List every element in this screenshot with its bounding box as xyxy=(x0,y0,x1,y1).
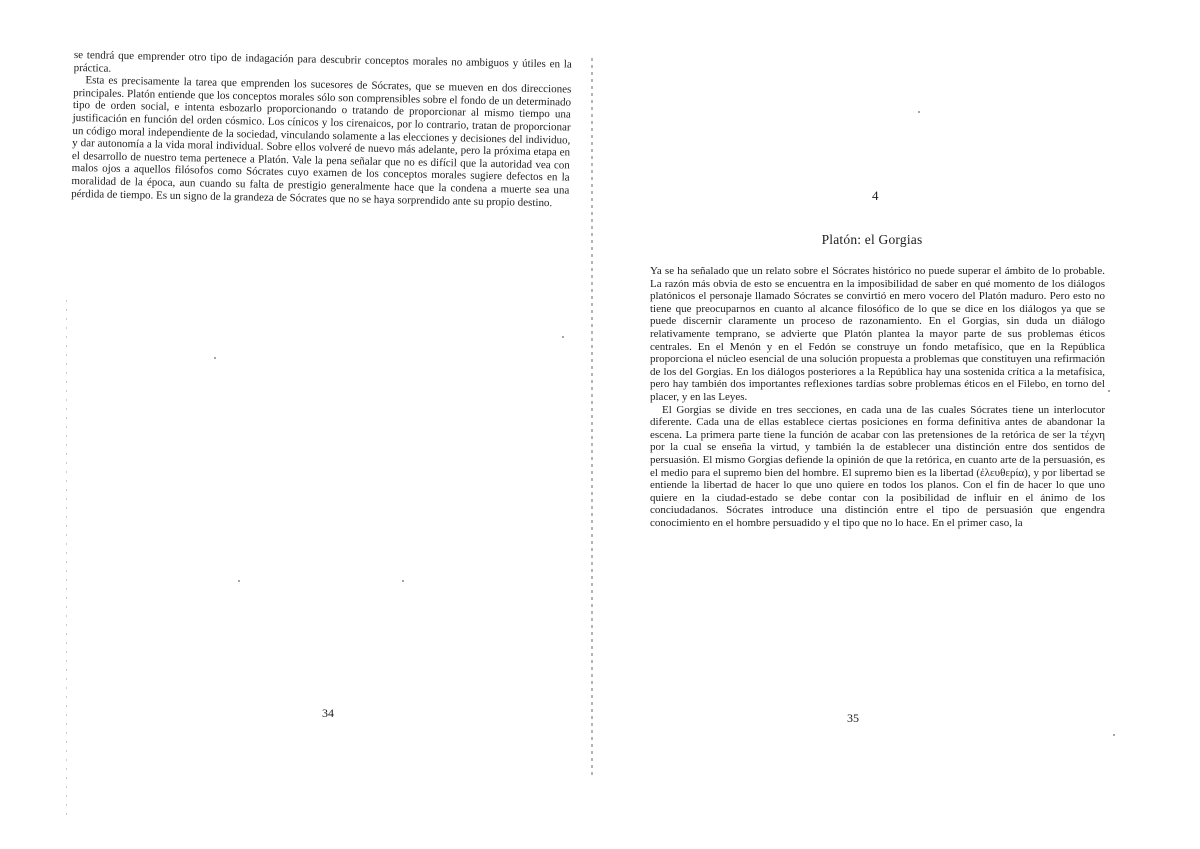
left-paragraph-1: se tendrá que emprender otro tipo de indagación para descubrir conceptos morales no ambiguos y útiles en la práctica. xyxy=(73,49,572,75)
scan-speck xyxy=(238,580,240,582)
scan-speck xyxy=(402,580,404,582)
scan-speck xyxy=(1113,734,1115,736)
left-page xyxy=(0,0,592,849)
left-page-body xyxy=(71,49,572,210)
right-page xyxy=(592,0,1200,849)
right-paragraph-2: El Gorgias se divide en tres secciones, en cada una de las cuales Sócrates tiene un interlocutor diferente. Cada una de ellas establece ciertas posiciones en forma definitiva antes de abandonar la escena. La primera parte tiene la función de acabar con las pretensiones de la retórica de ser la τέχνη por la cual se enseña la virtud, y también la de establecer una distinción entre dos sentidos de persuasión. El mismo Gorgias defiende la opinión de que la retórica, en cuanto arte de la persuasión, es el medio para el supremo bien del hombre. El supremo bien es la libertad (ἐλευθερία), y por libertad se entiende la libertad de hacer lo que uno quiere en todos los planos. Con el fin de hacer lo que uno quiere en la ciudad-estado se debe contar con la posibilidad de influir en el ánimo de los conciudadanos. Sócrates introduce una distinción entre el tipo de persuasión que engendra conocimiento en el hombre persuadido y el tipo que no lo hace. En el primer caso, la xyxy=(650,403,1105,529)
right-page-body xyxy=(650,265,1105,529)
page-number-left: 34 xyxy=(322,706,334,720)
right-paragraph-1: Ya se ha señalado que un relato sobre el Sócrates histórico no puede superar el ámbito de lo probable. La razón más obvia de esto se encuentra en la imposibilidad de saber en qué momento de los diálogos platónicos el personaje llamado Sócrates se convirtió en mero vocero del Platón maduro. Pero esto no tiene que preocuparnos en cuanto al alcance filosófico de lo que se dice en los diálogos ya que se puede discernir claramente un proceso de razonamiento. En el Gorgias, sin duda un diálogo relativamente temprano, se advierte que Platón plantea la mayor parte de sus problemas éticos centrales. En el Menón y en el Fedón se construye un fondo metafísico, que en la República proporciona el núcleo esencial de una solución propuesta a problemas que constituyen una refirmación de los del Gorgias. En los diálogos posteriores a la República hay una sostenida crítica a la metafísica, pero hay también dos importantes reflexiones tardías sobre problemas éticos en el Filebo, en torno del placer, y en las Leyes. xyxy=(650,265,1105,403)
left-paragraph-2: Esta es precisamente la tarea que emprenden los sucesores de Sócrates, que se mueven en dos direcciones principales. Platón entiende que los conceptos morales sólo son comprensibles sobre el fondo de un determinado tipo de orden social, e intenta esbozarlo proporcionando o tratando de proporcionar al mismo tiempo una justificación en función del orden cósmico. Los cínicos y los cirenaicos, por lo contrario, tratan de proporcionar un código moral independiente de la sociedad, vinculando solamente a las elecciones y decisiones del individuo, y dar autonomía a la vida moral individual. Sobre ellos volveré de nuevo más adelante, pero la próxima etapa en el desarrollo de nuestro tema pertenece a Platón. Vale la pena señalar que no es difícil que la autoridad vea con malos ojos a aquellos filósofos como Sócrates cuyo examen de los conceptos morales sugiere defectos en la moralidad de la época, aun cuando su falta de prestigio generalmente hace que la condena a muerte sea una pérdida de tiempo. Es un signo de la grandeza de Sócrates que no se haya sorprendido ante su propio destino. xyxy=(71,74,572,209)
chapter-number: 4 xyxy=(872,188,879,203)
scan-speck xyxy=(918,111,920,113)
scan-edge-shadow xyxy=(66,300,67,820)
scan-speck xyxy=(562,336,564,338)
chapter-title: Platón: el Gorgias xyxy=(821,232,923,247)
scan-speck xyxy=(1108,390,1110,392)
scan-speck xyxy=(214,357,216,359)
page-number-right: 35 xyxy=(847,711,859,725)
